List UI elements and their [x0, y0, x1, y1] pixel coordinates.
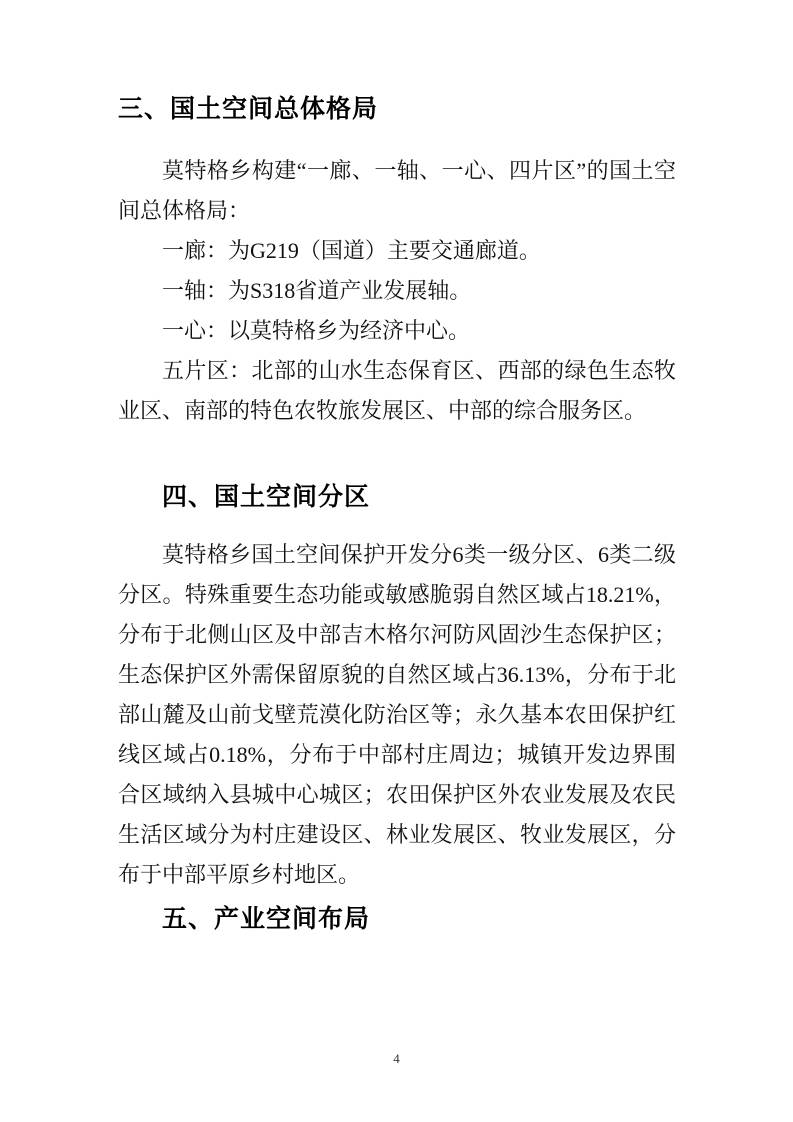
section-heading-overall-pattern: 三、国土空间总体格局: [118, 95, 379, 123]
paragraph-five-districts: 五片区：北部的山水生态保育区、西部的绿色生态牧业区、南部的特色农牧旅发展区、中部的综合服务区。: [118, 358, 676, 423]
paragraph-spatial-zoning-body: 莫特格乡国土空间保护开发分6类一级分区、6类二级分区。特殊重要生态功能或敏感脆弱自然区域占18.21%，分布于北侧山区及中部吉木格尔河防风固沙生态保护区；生态保护区外需保留原貌的自然区域占36.13%，分布于北部山麓及山前戈壁荒漠化防治区等；永久基本农田保护红线区域占0.18%，分布于中部村庄周边；城镇开发边界围合区域纳入县城中心城区；农田保护区外农业发展及农民生活区域分为村庄建设区、林业发展区、牧业发展区，分布于中部平原乡村地区。: [118, 542, 676, 887]
page-number: 4: [393, 1051, 400, 1066]
paragraph-center: 一心：以莫特格乡为经济中心。: [162, 318, 471, 343]
paragraph-axis: 一轴：为S318省道产业发展轴。: [162, 278, 472, 303]
section-heading-industry-layout: 五、产业空间布局: [162, 905, 371, 933]
document-content: [118, 89, 676, 939]
paragraph-corridor: 一廊：为G219（国道）主要交通廊道。: [162, 238, 541, 263]
paragraph-overall-pattern-intro: 莫特格乡构建“一廊、一轴、一心、四片区”的国土空间总体格局：: [118, 158, 676, 223]
section-heading-spatial-zoning: 四、国土空间分区: [162, 483, 371, 511]
